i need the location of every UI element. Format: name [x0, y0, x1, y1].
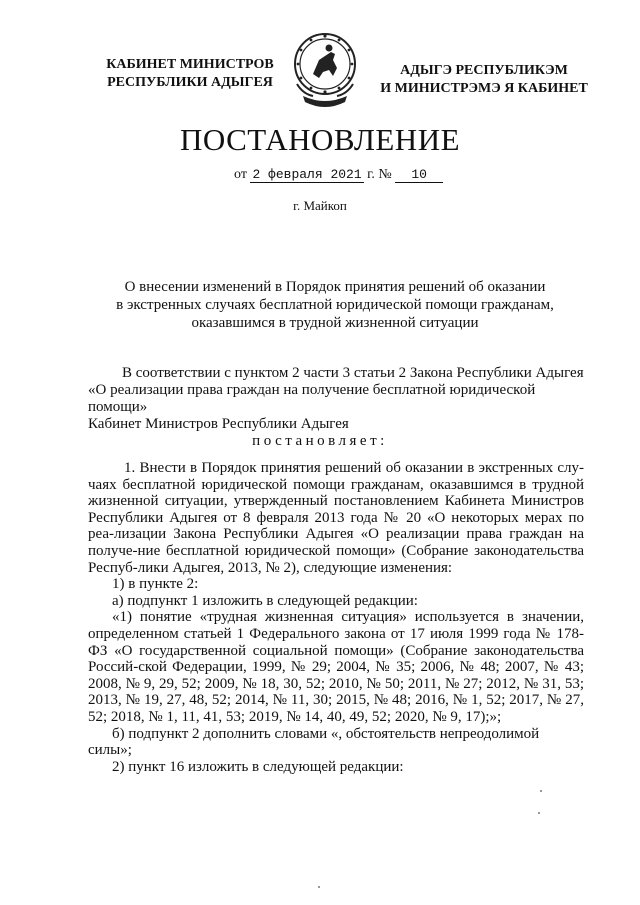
scan-speck [318, 886, 320, 888]
subject-line: в экстренных случаях бесплатной юридической помощи гражданам, [116, 297, 554, 313]
document-body [88, 460, 584, 775]
document-date: 2 февраля 2021 [252, 167, 362, 182]
preamble [88, 365, 584, 433]
org-name-line: РЕСПУБЛИКИ АДЫГЕЯ [107, 75, 273, 90]
paragraph: 1) в пункте 2: [112, 576, 199, 593]
scan-speck [540, 790, 542, 792]
document-title: ПОСТАНОВЛЕНИЕ [179, 122, 461, 157]
year-suffix: г. [367, 167, 375, 182]
organization-name-adyghe [374, 62, 594, 98]
paragraph: б) подпункт 2 дополнить словами «, обстоятельств непреодолимой силы»; [88, 725, 540, 759]
city: г. Майкоп [293, 198, 347, 213]
paragraph: а) подпункт 1 изложить в следующей редакции: [112, 592, 418, 609]
date-number-line [234, 167, 443, 183]
date-prefix: от [234, 167, 247, 182]
scan-speck [538, 812, 540, 814]
resolves-heading: постановляет: [252, 433, 388, 449]
organization-name-ru [100, 56, 280, 92]
preamble-line: В соответствии с пунктом 2 части 3 статьи 2 Закона Республики Адыгея [122, 365, 584, 381]
paragraph: 1. Внести в Порядок принятия решений об оказании в экстренных слу-чаях бесплатной юридической помощи гражданам, оказавшимся в трудной жизненной ситуации, утвержденный постановлением Кабинета Министров Республики Адыгея от 8 февраля 2013 года № 20 «О некоторых мерах по реа-лизации Закона Республики Адыгея «О реализации права граждан на получе-ние бесплатной юридической помощи» (Собрание законодательства Респуб-лики Адыгея, 2013, № 2), следующие изменения: [88, 460, 584, 576]
preamble-line: Кабинет Министров Республики Адыгея [88, 416, 349, 432]
org-name-line: И МИНИСТРЭМЭ Я КАБИНЕТ [380, 81, 588, 96]
coat-of-arms-icon [289, 30, 361, 114]
paragraph: 2) пункт 16 изложить в следующей редакции: [112, 758, 404, 775]
document-subject [100, 278, 570, 332]
document-number: 10 [395, 167, 443, 183]
paragraph: «1) понятие «трудная жизненная ситуация» используется в значении, определенном статьей 1 Федерального закона от 17 июля 1999 года № 178-ФЗ «О государственной социальной помощи» (Собрание законодательства Россий-ской Федерации, 1999, № 29; 2004, № 35; 2006, № 48; 2007, № 43; 2008, № 9, 29, 52; 2009, № 18, 30, 52; 2010, № 50; 2011, № 27; 2012, № 31, 53; 2013, № 19, 27, 48, 52; 2014, № 11, 30; 2015, № 48; 2016, № 1, 52; 2017, № 27, 52; 2018, № 1, 11, 41, 53; 2019, № 14, 40, 49, 52; 2020, № 9, 17);»; [88, 609, 584, 725]
org-name-line: АДЫГЭ РЕСПУБЛИКЭМ [400, 63, 568, 78]
subject-line: О внесении изменений в Порядок принятия решений об оказании [124, 279, 546, 295]
org-name-line: КАБИНЕТ МИНИСТРОВ [106, 57, 274, 72]
preamble-line: «О реализации права граждан на получение бесплатной юридической помощи» [88, 382, 536, 415]
number-label: № [378, 167, 392, 182]
subject-line: оказавшимся в трудной жизненной ситуации [191, 315, 479, 331]
